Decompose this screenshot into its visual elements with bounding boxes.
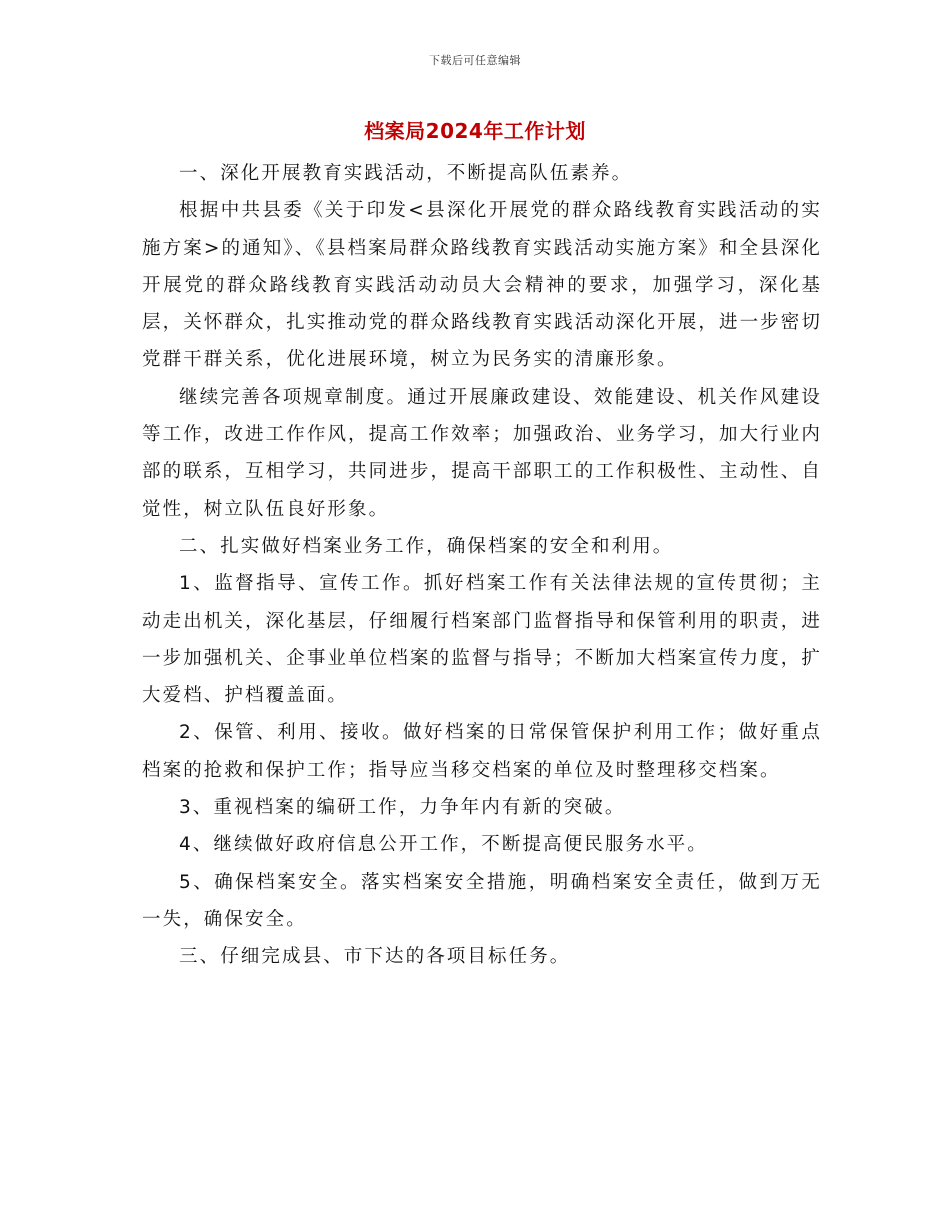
- paragraph: 继续完善各项规章制度。通过开展廉政建设、效能建设、机关作风建设等工作，改进工作作风，提高工作效率；加强政治、业务学习，加大行业内部的联系，互相学习，共同进步，提高干部职工的工作积极性、主动性、自觉性，树立队伍良好形象。: [142, 386, 822, 520]
- paragraph: 根据中共县委《关于印发<县深化开展党的群众路线教育实践活动的实施方案>的通知》、《县档案局群众路线教育实践活动实施方案》和全县深化开展党的群众路线教育实践活动动员大会精神的要求，加强学习，深化基层，关怀群众，扎实推动党的群众路线教育实践活动深化开展，进一步密切党群干群关系，优化进展环境，树立为民务实的清廉形象。: [142, 200, 822, 371]
- list-item: 4、继续做好政府信息公开工作，不断提高便民服务水平。: [179, 834, 708, 856]
- section-heading-2: 二、扎实做好档案业务工作，确保档案的安全和利用。: [179, 535, 674, 557]
- list-item: 2、保管、利用、接收。做好档案的日常保管保护利用工作；做好重点档案的抢救和保护工作；指导应当移交档案的单位及时整理移交档案。: [142, 722, 822, 781]
- list-item: 1、监督指导、宣传工作。抓好档案工作有关法律法规的宣传贯彻；主动走出机关，深化基层，仔细履行档案部门监督指导和保管利用的职责，进一步加强机关、企事业单位档案的监督与指导；不断加大档案宣传力度，扩大爱档、护档覆盖面。: [142, 573, 822, 707]
- section-heading-3: 三、仔细完成县、市下达的各项目标任务。: [179, 946, 571, 968]
- list-item: 5、确保档案安全。落实档案安全措施，明确档案安全责任，做到万无一失，确保安全。: [142, 871, 822, 930]
- list-item: 3、重视档案的编研工作，力争年内有新的突破。: [179, 797, 626, 819]
- document-body: [142, 155, 822, 976]
- header-note: 下载后可任意编辑: [429, 54, 521, 67]
- document-title: 档案局2024年工作计划: [364, 119, 586, 143]
- section-heading-1: 一、深化开展教育实践活动，不断提高队伍素养。: [179, 163, 633, 184]
